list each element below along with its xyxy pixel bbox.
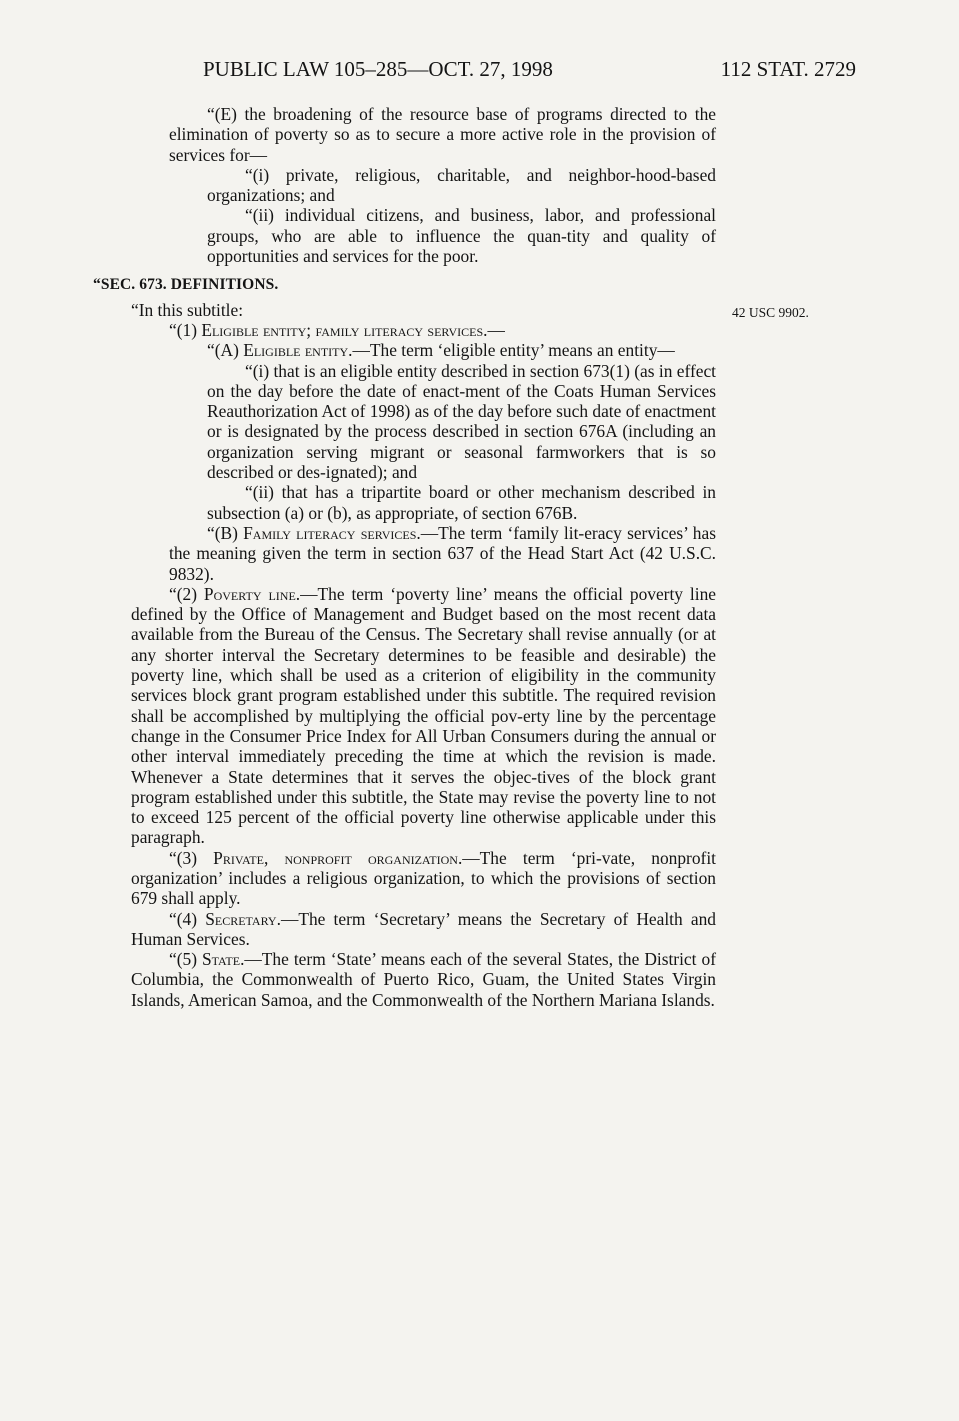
clause-e-ii: “(ii) individual citizens, and business, labor, and professional groups, who are able to influence the quan-tity and quality of opportunities and services for the poor. — [207, 205, 716, 267]
clause-e-i: “(i) private, religious, charitable, and neighbor-hood-based organizations; and — [207, 164, 716, 206]
subparagraph-a-number: “(A) — [207, 340, 244, 361]
clause-a-i: “(i) that is an eligible entity described in section 673(1) (as in effect on the day before the date of enact-ment of the Coats Human Services Reauthorization Act of 1998) as of the day before such date of enactment or is designated by the process described in section 676A (including an organization serving migrant or seasonal farmworkers that is so described or des-ignated); and — [207, 360, 716, 483]
clause-a-ii: “(ii) that has a tripartite board or other mechanism described in subsection (a) or (b), as appropriate, of section 676B. — [207, 482, 716, 523]
section-heading: “SEC. 673. DEFINITIONS. — [93, 276, 279, 294]
subparagraph-a-text: .—The term ‘eligible entity’ means an entity— — [348, 340, 675, 361]
paragraph-1-number: “(1) — [169, 319, 202, 340]
subparagraph-a — [131, 340, 716, 360]
document-body — [93, 104, 716, 1010]
subparagraph-b-text: .—The term ‘family lit-eracy services’ has the meaning given the term in section 637 of the Head Start Act (42 U.S.C. 9832). — [169, 522, 716, 584]
page-header — [203, 56, 856, 82]
margin-note: 42 USC 9902. — [732, 305, 809, 320]
paragraph-5 — [131, 949, 716, 1010]
paragraph-1 — [131, 320, 716, 340]
paragraph-3 — [131, 848, 716, 909]
subparagraph-b-heading: Family literacy services — [243, 522, 417, 543]
subparagraph-b-number: “(B) — [207, 522, 244, 543]
paragraph-4-text: .—The term ‘Secretary’ means the Secretary of Health and Human Services. — [131, 908, 716, 949]
section-intro: “In this subtitle: — [131, 299, 244, 320]
paragraph-4-number: “(4) — [169, 908, 206, 929]
subparagraph-b — [131, 523, 716, 584]
statute-page-number: 112 STAT. 2729 — [720, 57, 856, 81]
paragraph-1-dash: .— — [483, 319, 505, 340]
public-law-citation: PUBLIC LAW 105–285—OCT. 27, 1998 — [203, 57, 553, 81]
paragraph-4-heading: Secretary — [205, 908, 277, 929]
paragraph-4 — [131, 909, 716, 950]
subparagraph-a-heading: Eligible entity — [243, 340, 349, 361]
paragraph-2-number: “(2) — [169, 583, 204, 604]
paragraph-5-number: “(5) — [169, 949, 203, 970]
paragraph-1-heading: Eligible entity; family literacy services — [201, 319, 484, 340]
paragraph-3-heading: Private, nonprofit organization — [213, 847, 458, 868]
paragraph-3-text: .—The term ‘pri-vate, nonprofit organization’ includes a religious organization, to which the provisions of section 679 shall apply. — [131, 847, 716, 909]
paragraph-e: “(E) the broadening of the resource base of programs directed to the elimination of poverty so as to secure a more active role in the provision of services for— — [169, 104, 716, 165]
paragraph-3-number: “(3) — [169, 847, 214, 868]
paragraph-5-heading: State — [202, 949, 241, 970]
paragraph-2-text: .—The term ‘poverty line’ means the official poverty line defined by the Office of Management and Budget based on the most recent data available from the Bureau of the Census. The Secretary shall revise annually (or at any shorter interval the Secretary determines to be feasible and desirable) the poverty line, which shall be used as a criterion of eligibility in the community services block grant program established under this subtitle. The required revision shall be accomplished by multiplying the official pov-erty line by the percentage change in the Consumer Price Index for All Urban Consumers during the annual or other interval immediately preceding the time at which the revision is made. Whenever a State determines that it serves the objec-tives of the block grant program established under this subtitle, the State may revise the poverty line to not to exceed 125 percent of the official poverty line otherwise applicable under this paragraph. — [131, 583, 716, 848]
paragraph-2-heading: Poverty line — [203, 583, 296, 604]
paragraph-5-text: .—The term ‘State’ means each of the several States, the District of Columbia, the Commonwealth of Puerto Rico, Guam, the United States Virgin Islands, American Samoa, and the Commonwealth of the Northern Mariana Islands. — [131, 949, 716, 1010]
paragraph-2 — [131, 584, 716, 848]
